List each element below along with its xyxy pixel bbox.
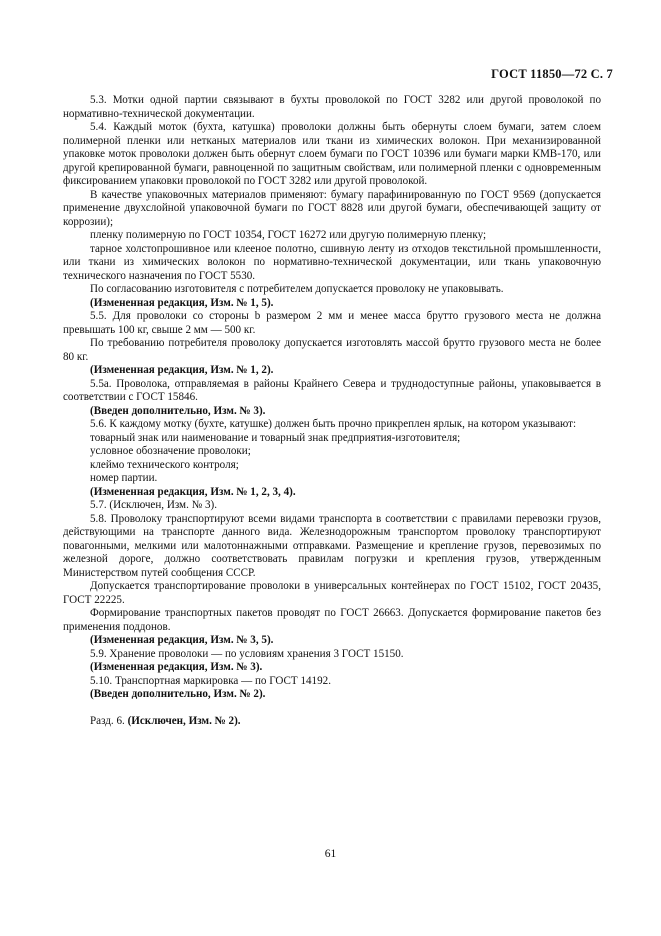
paragraph: 5.9. Хранение проволоки — по условиям хранения 3 ГОСТ 15150. <box>90 647 404 660</box>
document-header: ГОСТ 11850—72 С. 7 <box>491 67 613 81</box>
paragraph: товарный знак или наименование и товарный знак предприятия-изготовителя; <box>90 431 461 444</box>
paragraph: пленку полимерную по ГОСТ 10354, ГОСТ 16272 или другую полимерную пленку; <box>90 229 487 241</box>
paragraph: 5.7. (Исключен, Изм. № 3). <box>90 499 217 511</box>
paragraph: Допускается транспортирование проволоки в универсальных контейнерах по ГОСТ 15102, ГОСТ 20435, ГОСТ 22225. <box>63 580 601 606</box>
paragraph-list <box>63 94 601 702</box>
paragraph: По согласованию изготовителя с потребителем допускается проволоку не упаковывать. <box>90 283 504 295</box>
paragraph: клеймо технического контроля; <box>90 458 239 471</box>
section-6-note: (Исключен, Изм. № 2). <box>127 714 241 727</box>
amendment-note: (Введен дополнительно, Изм. № 3). <box>90 404 266 417</box>
amendment-note: (Измененная редакция, Изм. № 1, 2). <box>90 364 274 376</box>
section-6-line <box>63 715 601 729</box>
paragraph: В качестве упаковочных материалов применяют: бумагу парафинированную по ГОСТ 9569 (допускается применение двухслойной упаковочной бумаги по ГОСТ 8828 или другой бумаги, обеспечивающей защиту от коррозии); <box>63 188 601 228</box>
paragraph: условное обозначение проволоки; <box>90 445 251 457</box>
document-body <box>63 94 601 728</box>
paragraph: 5.5а. Проволока, отправляемая в районы Крайнего Севера и труднодоступные районы, упаковывается в соответствии с ГОСТ 15846. <box>63 377 601 403</box>
amendment-note: (Измененная редакция, Изм. № 3). <box>90 661 263 673</box>
paragraph: 5.8. Проволоку транспортируют всеми видами транспорта в соответствии с правилами перевозки грузов, действующими на транспорте данного вида. Железнодорожным транспортом проволоку транспортируют повагонными, мелкими или малотоннажными отправками. Размещение и крепление грузов, перевозимых по железной дороге, должно соответствовать правилам погрузки и крепления грузов, утвержденным Министерством путей сообщения СССР. <box>63 512 601 579</box>
amendment-note: (Измененная редакция, Изм. № 1, 2, 3, 4). <box>90 485 296 498</box>
paragraph: 5.6. К каждому мотку (бухте, катушке) должен быть прочно прикреплен ярлык, на котором указывают: <box>90 418 577 430</box>
paragraph: номер партии. <box>90 472 158 484</box>
paragraph: тарное холстопрошивное или клееное полотно, сшивную ленту из отходов текстильной промышленности, или ткани из химических волокон по нормативно-технической документации, или ткань упаковочную технического назначения по ГОСТ 5530. <box>63 242 601 282</box>
paragraph: 5.3. Мотки одной партии связывают в бухты проволокой по ГОСТ 3282 или другой проволокой по нормативно-технической документации. <box>63 94 601 120</box>
paragraph: Формирование транспортных пакетов проводят по ГОСТ 26663. Допускается формирование пакетов без применения поддонов. <box>63 607 601 633</box>
paragraph: 5.4. Каждый моток (бухта, катушка) проволоки должны быть обернуты слоем бумаги, затем слоем полимерной пленки или нетканых материалов или ткани из химических волокон. При механизированной упаковке моток проволоки должен быть обернут слоем бумаги по ГОСТ 10396 или бумаги марки КМВ-170, или другой крепированной бумаги, равноценной по защитным свойствам, или полимерной пленки с одновременным фиксированием упаковки проволокой по ГОСТ 3282 или другой проволокой. <box>63 121 601 187</box>
page-number: 61 <box>324 848 337 860</box>
paragraph: По требованию потребителя проволоку допускается изготовлять массой брутто грузового места не более 80 кг. <box>63 337 601 363</box>
paragraph: 5.5. Для проволоки со стороны b размером 2 мм и менее масса брутто грузового места не должна превышать 100 кг, свыше 2 мм — 500 кг. <box>63 310 601 336</box>
amendment-note: (Введен дополнительно, Изм. № 2). <box>90 688 266 700</box>
amendment-note: (Измененная редакция, Изм. № 1, 5). <box>90 296 274 309</box>
amendment-note: (Измененная редакция, Изм. № 3, 5). <box>90 634 274 646</box>
section-6-prefix: Разд. 6. <box>90 714 128 727</box>
paragraph: 5.10. Транспортная маркировка — по ГОСТ 14192. <box>90 674 331 687</box>
